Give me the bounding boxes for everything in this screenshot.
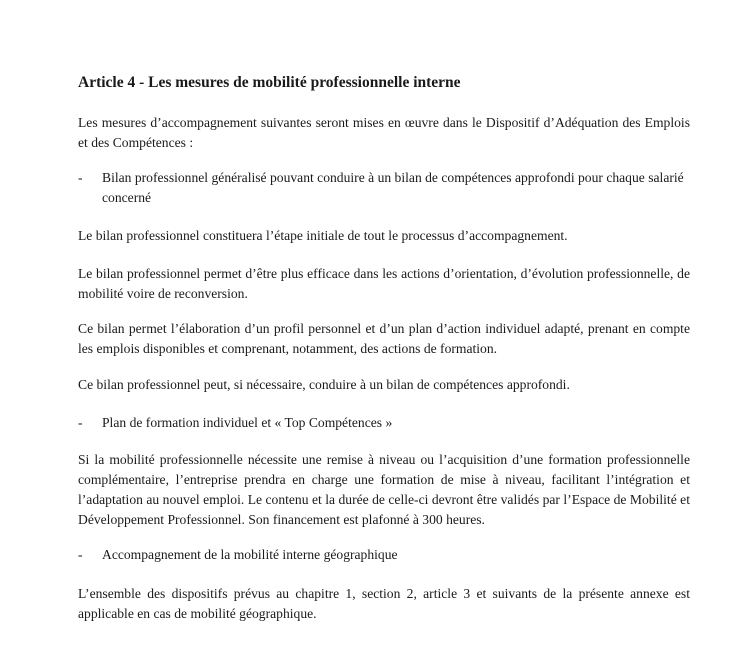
bullet-mobilite-geo-text: Accompagnement de la mobilité interne géographique [102,547,398,562]
paragraph-bilan-profil: Ce bilan permet l’élaboration d’un profil personnel et d’un plan d’action individuel adapté, prenant en compte les emplois disponibles et comprenant, notamment, des actions de formation. [78,321,690,356]
article-title: Article 4 - Les mesures de mobilité professionnelle interne [78,74,461,91]
paragraph-bilan-approfondi: Ce bilan professionnel peut, si nécessaire, conduire à un bilan de compétences approfondi. [78,377,570,392]
bullet-mobilite-geo [78,545,690,565]
bullet-dash: - [78,170,83,185]
paragraph-geographique: L’ensemble des dispositifs prévus au chapitre 1, section 2, article 3 et suivants de la présente annexe est applicable en cas de mobilité géographique. [78,586,690,621]
bullet-bilan-text: Bilan professionnel généralisé pouvant conduire à un bilan de compétences approfondi pour chaque salarié concerné [102,170,684,205]
paragraph-formation: Si la mobilité professionnelle nécessite une remise à niveau ou l’acquisition d’une formation professionnelle complémentaire, l’entreprise prendra en charge une formation de mise à niveau, facilitant l’intégration et l’adaptation au nouvel emploi. Le contenu et la durée de celle-ci devront être validés par l’Espace de Mobilité et Développement Professionnel. Son financement est plafonné à 300 heures. [78,452,690,527]
bullet-dash: - [78,547,83,562]
bullet-plan-formation [78,413,690,433]
paragraph-bilan-initial: Le bilan professionnel constituera l’étape initiale de tout le processus d’accompagnement. [78,228,568,243]
bullet-plan-formation-text: Plan de formation individuel et « Top Compétences » [102,415,393,430]
intro-paragraph: Les mesures d’accompagnement suivantes seront mises en œuvre dans le Dispositif d’Adéquation des Emplois et des Compétences : [78,115,690,150]
bullet-dash: - [78,415,83,430]
paragraph-bilan-efficace: Le bilan professionnel permet d’être plus efficace dans les actions d’orientation, d’évolution professionnelle, de mobilité voire de reconversion. [78,266,690,301]
bullet-bilan [78,168,690,208]
